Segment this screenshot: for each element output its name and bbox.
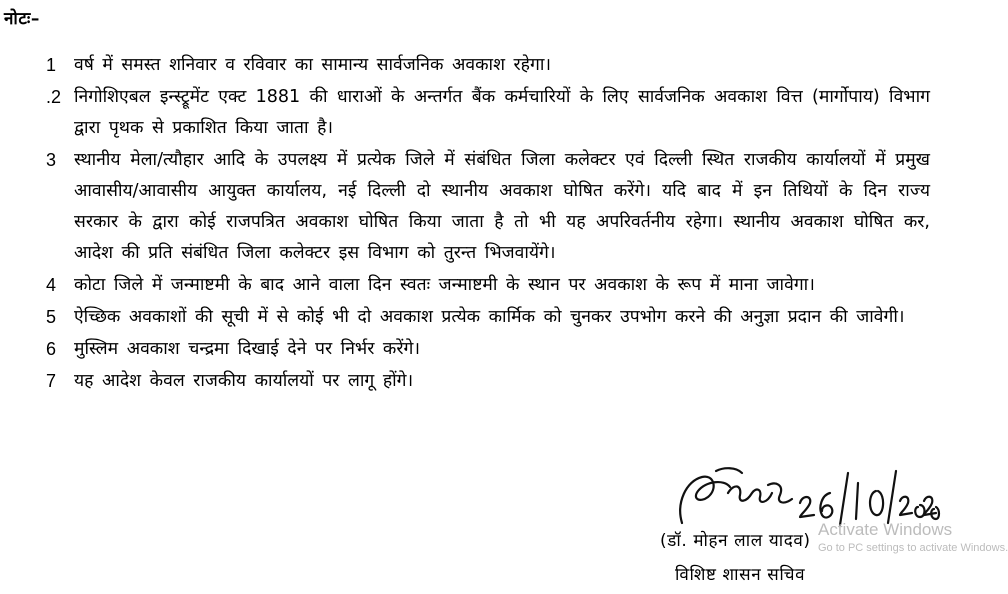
note-number: .2 bbox=[46, 87, 62, 107]
note-item bbox=[40, 50, 930, 81]
note-item bbox=[40, 302, 930, 333]
note-item bbox=[40, 366, 930, 397]
watermark-title: Activate Windows bbox=[818, 520, 953, 539]
watermark-subtitle: Go to PC settings to activate Windows. bbox=[818, 542, 1008, 554]
notes-heading: नोटः– bbox=[4, 9, 40, 29]
note-item bbox=[40, 334, 930, 365]
handwritten-signature bbox=[672, 463, 942, 531]
note-item bbox=[40, 145, 930, 269]
note-text: कोटा जिले में जन्माष्टमी के बाद आने वाला दिन स्वतः जन्माष्टमी के स्थान पर अवकाश के रूप में माना जावेगा। bbox=[74, 275, 815, 295]
note-number: 5 bbox=[46, 307, 57, 327]
notes-list bbox=[40, 50, 930, 398]
signatory-designation: विशिष्ट शासन सचिव bbox=[675, 565, 806, 585]
note-number: 6 bbox=[46, 339, 57, 359]
note-number: 4 bbox=[46, 275, 57, 295]
note-item bbox=[40, 270, 930, 301]
note-number: 3 bbox=[46, 150, 57, 170]
signatory-name: (डॉ. मोहन लाल यादव) bbox=[660, 531, 811, 551]
note-text: वर्ष में समस्त शनिवार व रविवार का सामान्य सार्वजनिक अवकाश रहेगा। bbox=[74, 55, 551, 75]
note-text: निगोशिएबल इन्स्ट्रूमेंट एक्ट 1881 की धाराओं के अन्तर्गत बैंक कर्मचारियों के लिए सार्वजनिक अवकाश वित्त (मार्गोपाय) विभाग द्वारा पृथक से प्रकाशित किया जाता है। bbox=[74, 87, 930, 138]
note-text: मुस्लिम अवकाश चन्द्रमा दिखाई देने पर निर्भर करेंगे। bbox=[74, 339, 421, 359]
note-text: यह आदेश केवल राजकीय कार्यालयों पर लागू होंगे। bbox=[74, 371, 414, 391]
note-number: 7 bbox=[46, 371, 57, 391]
note-text: ऐच्छिक अवकाशों की सूची में से कोई भी दो अवकाश प्रत्येक कार्मिक को चुनकर उपभोग करने की अनुज्ञा प्रदान की जावेगी। bbox=[74, 307, 905, 327]
note-item bbox=[40, 82, 930, 144]
note-number: 1 bbox=[46, 55, 57, 75]
note-text: स्थानीय मेला/त्यौहार आदि के उपलक्ष्य में प्रत्येक जिले में संबंधित जिला कलेक्टर एवं दिल्ली स्थित राजकीय कार्यालयों में प्रमुख आवासीय/आवासीय आयुक्त कार्यालय, नई दिल्ली दो स्थानीय अवकाश घोषित करेंगे। यदि बाद में इन तिथियों के दिन राज्य सरकार के द्वारा कोई राजपत्रित अवकाश घोषित किया जाता है तो भी यह अपरिवर्तनीय रहेगा। स्थानीय अवकाश घोषित कर, आदेश की प्रति संबंधित जिला कलेक्टर इस विभाग को तुरन्त भिजवायेंगे। bbox=[74, 150, 930, 263]
